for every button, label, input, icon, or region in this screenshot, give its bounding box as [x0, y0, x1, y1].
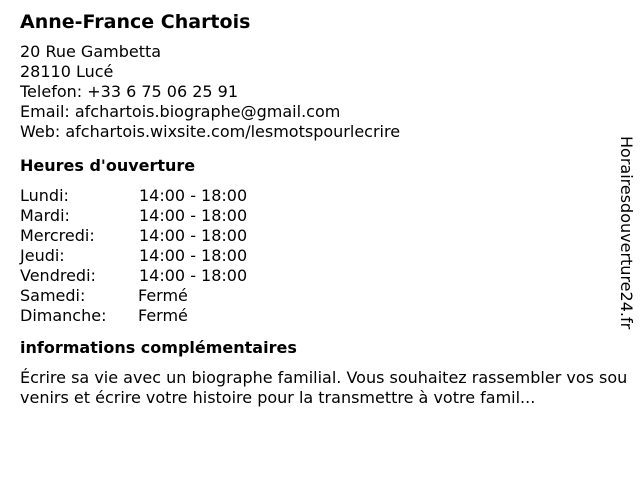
- hours-row-thursday: [20, 246, 632, 266]
- time-value: 14:00 - 18:00: [139, 246, 248, 265]
- additional-info-text: Écrire sa vie avec un biographe familial. Vous souhaitez rassembler vos souvenirs et écrire votre histoire pour la transmettre à votre famil...: [20, 368, 628, 407]
- day-label: Mercredi:: [20, 226, 95, 245]
- phone-line: Telefon: +33 6 75 06 25 91: [20, 82, 239, 101]
- day-label: Dimanche:: [20, 306, 107, 325]
- email-line: Email: afchartois.biographe@gmail.com: [20, 102, 341, 121]
- contact-block: [20, 42, 632, 142]
- time-value: 14:00 - 18:00: [139, 186, 248, 205]
- site-watermark: Horairesdouverture24.fr: [617, 136, 636, 330]
- address-street: 20 Rue Gambetta: [20, 42, 162, 61]
- additional-info-title: informations complémentaires: [20, 338, 297, 357]
- day-label: Lundi:: [20, 186, 69, 205]
- web-line: Web: afchartois.wixsite.com/lesmotspourlecrire: [20, 122, 401, 141]
- address-city: 28110 Lucé: [20, 62, 114, 81]
- day-label: Jeudi:: [20, 246, 65, 265]
- business-card: [20, 10, 632, 408]
- time-value: 14:00 - 18:00: [139, 206, 248, 225]
- opening-hours-table: [20, 186, 632, 326]
- hours-row-monday: [20, 186, 632, 206]
- hours-row-wednesday: [20, 226, 632, 246]
- hours-row-tuesday: [20, 206, 632, 226]
- time-value: 14:00 - 18:00: [139, 266, 248, 285]
- time-value: 14:00 - 18:00: [139, 226, 248, 245]
- day-label: Mardi:: [20, 206, 70, 225]
- business-name: Anne-France Chartois: [20, 11, 251, 33]
- day-label: Vendredi:: [20, 266, 96, 285]
- hours-row-saturday: [20, 286, 632, 306]
- day-label: Samedi:: [20, 286, 86, 305]
- hours-row-sunday: [20, 306, 632, 326]
- time-value: Fermé: [138, 306, 188, 325]
- hours-row-friday: [20, 266, 632, 286]
- opening-hours-title: Heures d'ouverture: [20, 156, 196, 175]
- time-value: Fermé: [138, 286, 188, 305]
